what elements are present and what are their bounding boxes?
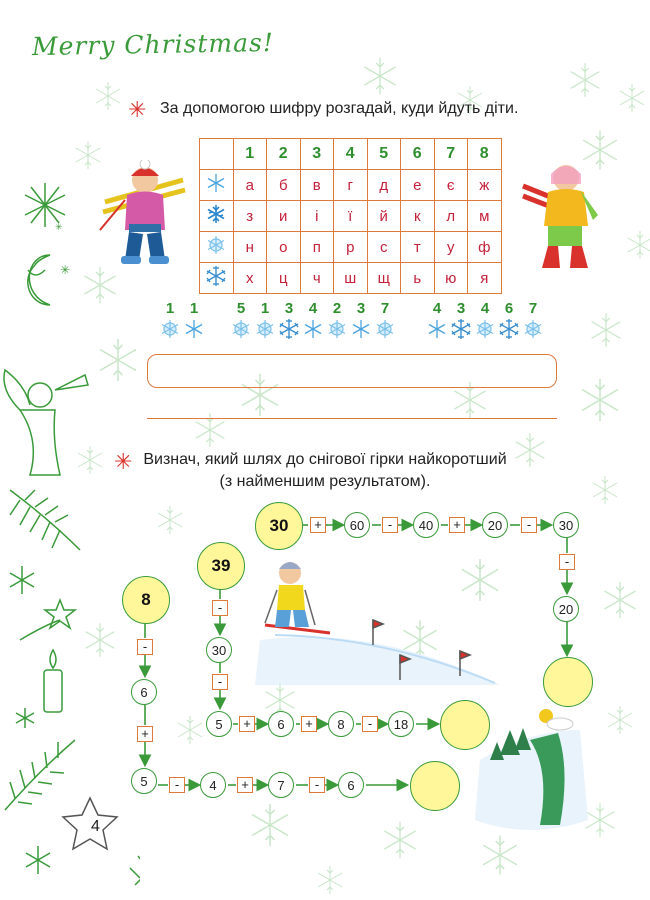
path-b-op: - bbox=[362, 716, 378, 732]
path-c-value: 6 bbox=[131, 679, 157, 705]
path-b-value: 5 bbox=[206, 711, 232, 737]
path-a-op: - bbox=[521, 517, 537, 533]
path-a-value: 20 bbox=[553, 596, 579, 622]
cipher-col-header: 8 bbox=[468, 139, 502, 170]
path-c-value: 4 bbox=[200, 772, 226, 798]
cipher-col-header: 1 bbox=[233, 139, 267, 170]
cipher-cell: х bbox=[233, 263, 267, 294]
cipher-cell: к bbox=[401, 201, 435, 232]
path-c-op: - bbox=[309, 777, 325, 793]
task1-instruction: За допомогою шифру розгадай, куди йдуть діти. bbox=[160, 100, 519, 117]
code-number: 4 bbox=[480, 300, 490, 317]
cipher-cell: г bbox=[334, 170, 368, 201]
skier-slope-illustration bbox=[255, 555, 505, 695]
cipher-cell: д bbox=[367, 170, 401, 201]
path-a-value: 30 bbox=[553, 512, 579, 538]
task2-instruction-line2: (з найменшим результатом). bbox=[219, 473, 431, 490]
cipher-cell: е bbox=[401, 170, 435, 201]
cipher-cell: є bbox=[434, 170, 468, 201]
cipher-cell: ї bbox=[334, 201, 368, 232]
cipher-cell: ф bbox=[468, 232, 502, 263]
cipher-col-header: 6 bbox=[401, 139, 435, 170]
code-number: 1 bbox=[165, 300, 175, 317]
path-c-op: + bbox=[237, 777, 253, 793]
code-number: 7 bbox=[528, 300, 538, 317]
code-number: 3 bbox=[456, 300, 466, 317]
cipher-cell: і bbox=[300, 201, 334, 232]
path-b-value: 8 bbox=[328, 711, 354, 737]
page-number bbox=[62, 800, 116, 850]
code-number: 2 bbox=[332, 300, 342, 317]
cipher-cell: б bbox=[267, 170, 301, 201]
cipher-col-header: 5 bbox=[367, 139, 401, 170]
cipher-cell: о bbox=[267, 232, 301, 263]
path-a-op: + bbox=[449, 517, 465, 533]
cipher-col-header: 2 bbox=[267, 139, 301, 170]
cipher-cell: щ bbox=[367, 263, 401, 294]
path-a-value: 60 bbox=[344, 512, 370, 538]
cipher-cell: т bbox=[401, 232, 435, 263]
cipher-cell: з bbox=[233, 201, 267, 232]
skier-child-illustration bbox=[265, 562, 330, 633]
snow-hill-illustration bbox=[470, 700, 600, 840]
page-title: Merry Christmas! bbox=[31, 27, 275, 62]
code-number: 3 bbox=[356, 300, 366, 317]
page-number-text: 4 bbox=[91, 818, 100, 835]
cipher-cell: я bbox=[468, 263, 502, 294]
path-b-op: + bbox=[301, 716, 317, 732]
code-number: 3 bbox=[284, 300, 294, 317]
code-number: 6 bbox=[504, 300, 514, 317]
svg-text:✳: ✳ bbox=[55, 223, 63, 233]
path-c-start-circle: 8 bbox=[122, 576, 170, 624]
code-number: 4 bbox=[308, 300, 318, 317]
cipher-cell: ш bbox=[334, 263, 368, 294]
cipher-cell: а bbox=[233, 170, 267, 201]
path-c-value: 7 bbox=[268, 772, 294, 798]
cipher-cell: ц bbox=[267, 263, 301, 294]
path-c-op: - bbox=[137, 639, 153, 655]
path-b-op: + bbox=[239, 716, 255, 732]
cipher-cell: м bbox=[468, 201, 502, 232]
path-c-op: - bbox=[169, 777, 185, 793]
path-b-op: - bbox=[212, 600, 228, 616]
path-b-op: - bbox=[212, 674, 228, 690]
cipher-col-header: 4 bbox=[334, 139, 368, 170]
path-b-start-circle: 39 bbox=[197, 542, 245, 590]
cipher-cell: в bbox=[300, 170, 334, 201]
svg-text:✳: ✳ bbox=[60, 263, 71, 277]
cipher-cell: ю bbox=[434, 263, 468, 294]
cipher-col-header: 7 bbox=[434, 139, 468, 170]
cipher-col-header: 3 bbox=[300, 139, 334, 170]
cipher-cell: и bbox=[267, 201, 301, 232]
path-b-value: 18 bbox=[388, 711, 414, 737]
code-number: 5 bbox=[236, 300, 246, 317]
path-a-value: 20 bbox=[482, 512, 508, 538]
code-number: 7 bbox=[380, 300, 390, 317]
path-c-answer-circle[interactable] bbox=[410, 761, 460, 811]
code-number: 1 bbox=[260, 300, 270, 317]
cipher-cell: п bbox=[300, 232, 334, 263]
code-number: 4 bbox=[432, 300, 442, 317]
cipher-cell: й bbox=[367, 201, 401, 232]
path-a-op: - bbox=[382, 517, 398, 533]
task2-marker-icon: ✳ bbox=[114, 449, 133, 474]
cipher-cell: н bbox=[233, 232, 267, 263]
cipher-cell: с bbox=[367, 232, 401, 263]
path-b-value: 30 bbox=[206, 637, 232, 663]
code-number: 1 bbox=[189, 300, 199, 317]
path-a-op: + bbox=[310, 517, 326, 533]
cipher-cell: ж bbox=[468, 170, 502, 201]
path-c-value: 5 bbox=[131, 768, 157, 794]
path-c-op: + bbox=[137, 726, 153, 742]
task1-marker-icon: ✳ bbox=[128, 97, 147, 122]
path-c-value: 6 bbox=[338, 772, 364, 798]
path-b-value: 6 bbox=[268, 711, 294, 737]
path-a-start-circle: 30 bbox=[255, 502, 303, 550]
path-a-value: 40 bbox=[413, 512, 439, 538]
cipher-cell: ь bbox=[401, 263, 435, 294]
cipher-cell: р bbox=[334, 232, 368, 263]
task2-instruction-line1: Визнач, який шлях до снігової гірки найкоротший bbox=[143, 451, 507, 468]
cipher-cell: ч bbox=[300, 263, 334, 294]
cipher-cell: у bbox=[434, 232, 468, 263]
path-a-op: - bbox=[559, 554, 575, 570]
cipher-cell: л bbox=[434, 201, 468, 232]
